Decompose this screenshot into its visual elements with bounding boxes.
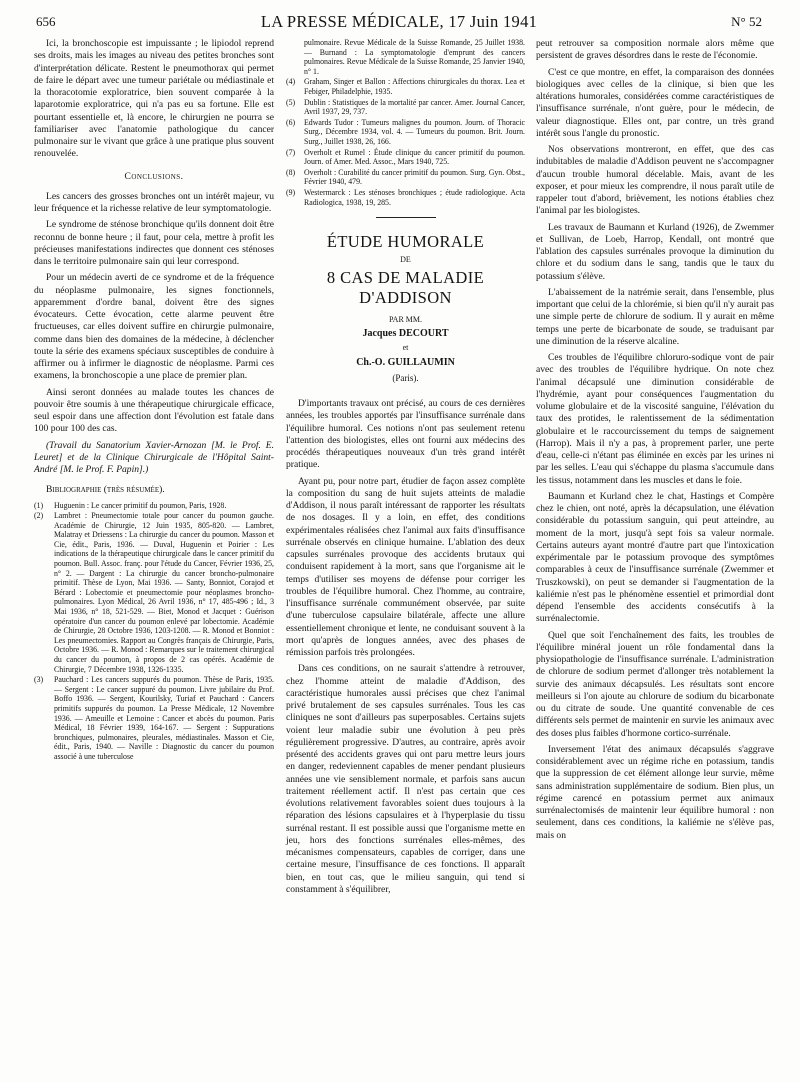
paragraph: L'abaissement de la natrémie serait, dans l'ensemble, plus important que celui de la chlorémie, si bien qu'il n'y aurait pas une simple perte de chlorure de sodium. Il y aurait en même temps une perte de bicarbonate de soude, se traduisant par une diminution de la réserve alcaline.: [536, 286, 774, 347]
reference-number: (3): [34, 675, 44, 685]
reference-text: Overholt : Curabilité du cancer primitif du poumon. Surg. Gyn. Obst., Février 1940, 479.: [304, 167, 525, 187]
author-separator: et: [402, 342, 409, 352]
reference-number: (9): [286, 187, 296, 197]
article-title-line2: 8 CAS DE MALADIE D'ADDISON: [326, 268, 485, 308]
reference-number: (6): [286, 117, 296, 127]
divider: [376, 217, 436, 218]
paragraph: Ces troubles de l'équilibre chloruro-sodique vont de pair avec des troubles de l'équilibre hydrique. On note chez l'animal décapsulé une diminution considérable de l'hydrémie, ayant pour conséquences l'augmentation du volume globulaire et de la viscosité sanguine, l'élévation du taux des protides, le ralentissement de la sédimentation globulaire et le raccourcissement du temps de saignement (Harrop). Mais il n'y a pas, à proprement parler, une perte d'eau, celle-ci n'étant pas éliminée en excès par les urines ni par les selles. L'eau qui s'échappe du plasma s'accumule dans les tissus, notamment dans les muscles et dans le foie.: [536, 352, 774, 486]
reference-item: [286, 168, 525, 187]
affiliation-note: (Travail du Sanatorium Xavier-Arnozan [M. le Prof. E. Leuret] et de la Clinique Chirurgicale de l'Hôpital Saint-André [M. le Prof. F. Papin].): [34, 439, 274, 475]
reference-number: (7): [286, 147, 296, 157]
paragraph: Nos observations montreront, en effet, que des cas indubitables de maladie d'Addison peuvent ne s'accompagner d'aucun trouble humoral décelable. Mais, avant de les exposer, et pour mieux les comprendre, il nous paraît utile de rappeler tout d'abord, brièvement, les notions établies chez l'animal par les biologistes.: [536, 144, 774, 217]
page-header: [36, 14, 762, 38]
column-right: [536, 38, 774, 846]
reference-text: Overholt et Rumel : Étude clinique du cancer primitif du poumon. Journ. of Amer. Med. Assoc., Mars 1940, 725.: [304, 147, 525, 167]
reference-number: (2): [34, 511, 44, 521]
reference-item: [286, 188, 525, 207]
reference-text: Edwards Tudor : Tumeurs malignes du poumon. Journ. of Thoracic Surg., Décembre 1934, vol. 4. — Tumeurs du poumon. Brit. Journ. Surg., Juillet 1938, 26, 166.: [304, 117, 525, 146]
bibliography-list: [34, 501, 274, 762]
reference-item: [286, 77, 525, 96]
reference-number: (8): [286, 167, 296, 177]
reference-item: [34, 675, 274, 761]
reference-item: [286, 148, 525, 167]
reference-number: (4): [286, 77, 296, 87]
reference-text: Graham, Singer et Ballon : Affections chirurgicales du thorax. Lea et Febiger, Philadelphie, 1935.: [304, 77, 525, 96]
reference-number: (5): [286, 97, 296, 107]
reference-text: pulmonaire. Revue Médicale de la Suisse Romande, 25 Juillet 1938. — Burnand : La symptomatologie d'emprunt des cancers pulmonaires. Revue Médicale de la Suisse Romande, 25 Janvier 1940, n° 1.: [304, 38, 525, 76]
paragraph: Quel que soit l'enchaînement des faits, les troubles de l'équilibre minéral jouent un rôle fondamental dans la physiopathologie de l'insuffisance surrénale. L'administration de chlorure de sodium permet d'allonger très notablement la survie des animaux décapsulés. Les résultats sont encore meilleurs si l'on ajoute au chlorure de sodium du bicarbonate ou du citrate de soude. Une quantité convenable de ces différents sels permet de maintenir en survie les animaux avec des doses plus faibles d'hormone cortico-surrénale.: [536, 629, 774, 739]
paragraph: Dans ces conditions, on ne saurait s'attendre à retrouver, chez l'homme atteint de maladie d'Addison, des caractéristique humorales aussi précises que chez l'animal privé brutalement de ses capsules surrénales. Tous les cas cliniques ne sont d'ailleurs pas superposables. Certains sujets voient leur maladie subir une évolution à peu près régulièrement progressive. D'autres, au contraire, après avoir présenté des accidents graves qui ont paru mettre leurs jours en danger, redeviennent capables de mener pendant plusieurs années une vie sensiblement normale, et parfois sans aucun traitement réellement actif. Il n'est pas certain que ces évolutions relativement favorables soient dues toujours à la réparation des lésions capsulaires et à l'hyperplasie du tissu surrénal restant. Il est possible aussi que l'organisme mette en jeu, hors des fonctions surrénales elles-mêmes, des mécanismes compensateurs, capables de corriger, dans une certaine mesure, l'insuffisance de ces fonctions. Il apparaît bien, en tout cas, que le milieu sanguin, qui tend si constamment à s'équilibrer,: [286, 663, 525, 895]
reference-item: [286, 98, 525, 117]
journal-title: LA PRESSE MÉDICALE, 17 Juin 1941: [260, 12, 538, 31]
issue-number: N° 52: [731, 14, 762, 29]
paragraph: Pour un médecin averti de ce syndrome et de la fréquence du néoplasme pulmonaire, les signes fonctionnels, apparemment d'ordre banal, doivent être des signes évocateurs. Cette évocation, cette alarme peuvent être fructueuses, car elles doivent suffire en chirurgie pulmonaire, comme dans bien des domaines de la médecine, à déclencher toute la série des examens spéciaux susceptibles de conduire à affirmer ou à infirmer le diagnostic de néoplasme. Parmi ces examens, la bronchoscopie a une place de premier plan.: [34, 272, 274, 382]
paragraph: peut retrouver sa composition normale alors même que persistent de graves désordres dans le reste de l'économie.: [536, 38, 774, 62]
author-1: Jacques DECOURT: [362, 327, 449, 339]
article-title-line1: ÉTUDE HUMORALE: [326, 232, 485, 252]
reference-text: Lambret : Pneumectomie totale pour cancer du poumon gauche. Académie de Chirurgie, 12 Juin 1935, 805-820. — Lambret, Malatray et Driessens : La chirurgie du cancer du poumon. Masson et Cie, édit., Paris, 1936. — Duval, Huguenin et Poirier : Les indications de la thérapeutique chirurgicale dans le cancer primitif du poumon. Bull. Assoc. franç. pour l'étude du Cancer, Février 1936, 25, n° 2. — Dargent : La chirurgie du cancer broncho-pulmonaire primitif. Thèse de Lyon, Mai 1936. — Santy, Bonniot, Corajod et Bérard : Lobectomie et pneumectomie pour néoplasmes broncho-pulmonaires. Lyon Médical, 26 Avril 1936, n° 17, 485-496 ; Id., 3 Mai 1936, n° 18, 521-529. — Biet, Monod et Jacquet : Guérison opératoire d'un cancer du poumon enlevé par lobectomie. Académie de Chirurgie, 28 Octobre 1936, 1203-1208. — R. Monod et Bonniot : Les pneumectomies. Rapport au Congrès français de Chirurgie, Paris, Octobre 1936. — R. Monod : Remarques sur le traitement chirurgical du cancer du poumon, à propos de 2 cas opérés. Académie de Chirurgie, 7 Décembre 1938, 1326-1335.: [54, 511, 274, 674]
bibliography-list-continued: [286, 38, 525, 207]
paragraph: Inversement l'état des animaux décapsulés s'aggrave considérablement avec un régime riche en potassium, tandis que la suppression de cet élément allonge leur survie, même sans administration supplémentaire de sodium. Bien plus, un régime carencé en potassium permet aux animaux surrénalectomisés de maintenir leur équilibre humoral : non seulement, dans ces conditions, la kaliémie ne s'élève pas, mais on: [536, 743, 774, 841]
paragraph: Ici, la bronchoscopie est impuissante ; le lipiodol reprend ses droits, mais les images au niveau des petites bronches sont d'interprétation délicate. Restent le pneumothorax qui permet de faire le départ avec une tumeur pariétale ou médiastinale et la thoracotomie exploratrice, bien souvent comparée à la laparotomie exploratrice, qui n'a pas eu sa fortune. Elle est pourtant essentielle et, là encore, le chirurgien ne pourra se familiariser avec l'anatomie pathologique du cancer pulmonaire sur le vivant que grâce à une pratique plus souvent renouvelée.: [34, 38, 274, 160]
paragraph: Les travaux de Baumann et Kurland (1926), de Zwemmer et Sullivan, de Loeb, Harrop, Kendall, ont montré que l'ablation des capsules surrénales provoque la diminution du chlore et du sodium dans le sang, tandis que le taux du potassium s'élève.: [536, 221, 774, 282]
reference-item: [34, 511, 274, 674]
column-middle: [286, 38, 525, 900]
reference-text: Huguenin : Le cancer primitif du poumon, Paris, 1928.: [54, 500, 227, 510]
article-title-de: DE: [400, 255, 411, 265]
paragraph: Baumann et Kurland chez le chat, Hastings et Compère chez le chien, ont noté, après la décapsulation, une élévation considérable du potassium sanguin, qui peut atteindre, au moment de la mort, jusqu'à sept fois sa valeur normale. Certains auteurs ayant montré d'autre part que l'intoxication expérimentale par le potassium provoque des symptômes comparables à ceux de l'insuffisance surrénale (Zwemmer et Truszkowski), on peut se demander si l'augmentation de la kaliémie n'est pas le phénomène essentiel et primordial dont dépend l'ensemble des accidents consécutifs à la surrénalectomie.: [536, 490, 774, 625]
reference-number: [286, 38, 304, 76]
paragraph: Ayant pu, pour notre part, étudier de façon assez complète la composition du sang de huit sujets atteints de maladie d'Addison, il nous paraît intéressant de rapporter les résultats de nos dosages. Il y a loin, en effet, des conditions expérimentales réalisées chez l'animal aux faits d'insuffisance surrénale observés en clinique humaine. L'ablation des deux capsules surrénales provoque des accidents brutaux qui conduisent rapidement à la mort, sans que l'organisme ait le temps d'utiliser ses moyens de défense pour corriger les troubles de l'équilibre humoral. Chez l'homme, au contraire, l'insuffisance surrénale communément observée, par suite d'une tuberculose capsulaire bilatérale, affecte une allure essentiellement chronique et lente, ne conduisant souvent à la mort qu'après de longues années, avec des phases de rémission parfois très prolongées.: [286, 475, 525, 659]
reference-number: (1): [34, 500, 44, 510]
paragraph: D'importants travaux ont précisé, au cours de ces dernières années, les troubles apportés par l'insuffisance surrénale dans l'équilibre humoral. Ces notions n'ont pas seulement retenu l'attention des biologistes, elles ont fourni aux médecins des procédés thérapeutiques nouveaux d'un très grand intérêt pratique.: [286, 398, 525, 471]
column-left: [34, 38, 274, 763]
section-title-conclusions: Conclusions.: [124, 170, 184, 182]
paragraph: Ainsi seront données au malade toutes les chances de pouvoir être soumis à une thérapeutique chirurgicale efficace, seul espoir dans une affection dont l'évolution est fatale dans 100 pour 100 des cas.: [34, 386, 274, 435]
bibliography-title: Bibliographie (très résumée).: [46, 484, 165, 496]
paragraph: Le syndrome de sténose bronchique qu'ils donnent doit être reconnu de bonne heure ; il faut, pour cela, mettre à profit les précieuses manifestations indirectes que donnent ces sténoses dans le territoire pulmonaire sain qui leur correspond.: [34, 219, 274, 267]
reference-text: Dublin : Statistiques de la mortalité par cancer. Amer. Journal Cancer, Avril 1937, 29, 737.: [304, 97, 525, 117]
paragraph: Les cancers des grosses bronches ont un intérêt majeur, vu leur fréquence et la richesse relative de leur symptomatologie.: [34, 190, 274, 214]
paragraph: C'est ce que montre, en effet, la comparaison des données biologiques avec celles de la clinique, si bien que les altérations humorales, considérées comme caractéristiques de l'insuffisance surrénale, n'ont guère, pour le médecin, de valeur diagnostique. Elles ont, par contre, un très grand intérêt sous l'angle du pronostic.: [536, 66, 774, 139]
reference-item: [286, 38, 525, 76]
article-par: PAR MM.: [388, 315, 423, 325]
reference-text: Westermarck : Les sténoses bronchiques ; étude radiologique. Acta Radiologica, 1938, 19, 285.: [304, 187, 525, 207]
page-number: 656: [36, 14, 56, 29]
reference-text: Pauchard : Les cancers suppurés du poumon. Thèse de Paris, 1935. — Sergent : Le cancer suppuré du poumon. Livre jubilaire du Prof. Boffo 1936. — Sergent, Kourilsky, Turiaf et Pauchard : Cancers primitifs suppurés du poumon. La Presse Médicale, 12 Novembre 1936. — Ameuille et Lemoine : Cancer et abcès du poumon. Paris Médical, 18 Février 1939, 164-167. — Sergent : Suppurations bronchiques, pulmonaires, pleurales, médiastinales. Masson et Cie, édit., Paris, 1940. — Naville : Diagnostic du cancer du poumon associé à une tuberculose: [54, 675, 274, 761]
reference-item: [286, 118, 525, 147]
author-2: Ch.-O. GUILLAUMIN: [356, 356, 455, 368]
reference-item: [34, 501, 274, 511]
author-place: (Paris).: [392, 372, 419, 383]
